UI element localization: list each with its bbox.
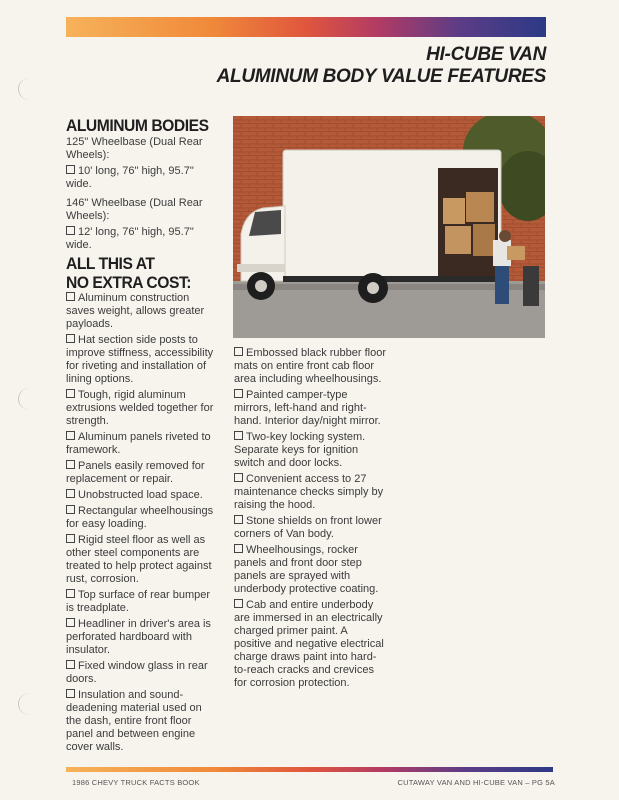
- page-title-line2: ALUMINUM BODY VALUE FEATURES: [216, 66, 546, 87]
- feature-item: Cab and entire underbody are immersed in an electrically charged primer paint. A positive and negative electrical charge draws paint into hard-to-reach cracks and crevices for corrosion protection.: [234, 599, 384, 689]
- checkbox-icon: [66, 534, 75, 543]
- feature-item: Headliner in driver's area is perforated hardboard with insulator.: [66, 618, 211, 656]
- checkbox-icon: [66, 489, 75, 498]
- feature-item: Insulation and sound-deadening material used on the dash, entire front floor panel and between engine cover walls.: [66, 689, 202, 753]
- checkbox-icon: [66, 165, 75, 174]
- feature-item: Top surface of rear bumper is treadplate.: [66, 589, 211, 614]
- spec-146-item: [66, 226, 216, 252]
- feature-item: Two-key locking system. Separate keys for ignition switch and door locks.: [234, 431, 366, 469]
- binder-hole: [18, 78, 41, 100]
- checkbox-icon: [66, 334, 75, 343]
- checkbox-icon: [66, 460, 75, 469]
- feature-item: Rigid steel floor as well as other steel components are treated to help protect against rust, corrosion.: [66, 534, 212, 585]
- checkbox-icon: [66, 589, 75, 598]
- checkbox-icon: [66, 292, 75, 301]
- checkbox-icon: [234, 347, 243, 356]
- checkbox-icon: [66, 431, 75, 440]
- checkbox-icon: [66, 618, 75, 627]
- binder-hole: [18, 693, 41, 715]
- checkbox-icon: [66, 226, 75, 235]
- feature-item: Embossed black rubber floor mats on entire front cab floor area including wheelhousings.: [234, 347, 387, 385]
- feature-item: Aluminum construction saves weight, allows greater payloads.: [66, 292, 205, 330]
- checkbox-icon: [234, 389, 243, 398]
- feature-item: Aluminum panels riveted to framework.: [66, 431, 211, 456]
- feature-item: Stone shields on front lower corners of Van body.: [234, 515, 382, 540]
- binder-hole: [18, 388, 41, 410]
- spec-125-item: [66, 165, 216, 191]
- hi-cube-van-photo: [233, 116, 545, 338]
- checkbox-icon: [234, 431, 243, 440]
- feature-item: Tough, rigid aluminum extrusions welded together for strength.: [66, 389, 214, 427]
- spec-125-value: 10' long, 76" high, 95.7" wide.: [66, 165, 194, 190]
- checkbox-icon: [66, 389, 75, 398]
- footer-left: 1986 CHEVY TRUCK FACTS BOOK: [72, 778, 200, 787]
- section-heading-no-extra-cost: [66, 254, 191, 292]
- bottom-color-bar: [66, 767, 553, 772]
- feature-item: Painted camper-type mirrors, left-hand and right-hand. Interior day/night mirror.: [234, 389, 381, 427]
- feature-item: Unobstructed load space.: [66, 489, 219, 502]
- spec-146-value: 12' long, 76" high, 95.7" wide.: [66, 226, 194, 251]
- feature-list-right: [234, 347, 386, 693]
- feature-item: Fixed window glass in rear doors.: [66, 660, 208, 685]
- feature-item: Wheelhousings, rocker panels and front door step panels are sprayed with underbody protective coating.: [234, 544, 379, 595]
- heading-line1: ALL THIS AT: [66, 254, 155, 273]
- top-color-bar: [66, 17, 546, 37]
- checkbox-icon: [66, 689, 75, 698]
- spec-125-title: 125" Wheelbase (Dual Rear Wheels):: [66, 136, 203, 161]
- feature-list-left: [66, 292, 219, 757]
- checkbox-icon: [66, 660, 75, 669]
- page-title-line1: HI-CUBE VAN: [426, 44, 546, 65]
- checkbox-icon: [234, 599, 243, 608]
- footer-right: CUTAWAY VAN AND HI-CUBE VAN – PG 5A: [397, 778, 555, 787]
- feature-item: Convenient access to 27 maintenance checks simply by raising the hood.: [234, 473, 384, 511]
- feature-item: Rectangular wheelhousings for easy loading.: [66, 505, 214, 530]
- aluminum-bodies-specs: [66, 136, 216, 255]
- checkbox-icon: [234, 473, 243, 482]
- checkbox-icon: [66, 505, 75, 514]
- feature-item: Panels easily removed for replacement or repair.: [66, 460, 205, 485]
- spec-146-title: 146" Wheelbase (Dual Rear Wheels):: [66, 197, 203, 222]
- checkbox-icon: [234, 515, 243, 524]
- checkbox-icon: [234, 544, 243, 553]
- feature-item: Hat section side posts to improve stiffness, accessibility for riveting and installation of lining options.: [66, 334, 214, 385]
- section-heading-aluminum-bodies: ALUMINUM BODIES: [66, 116, 209, 135]
- heading-line2: NO EXTRA COST:: [66, 273, 192, 292]
- van-illustration: [233, 116, 545, 338]
